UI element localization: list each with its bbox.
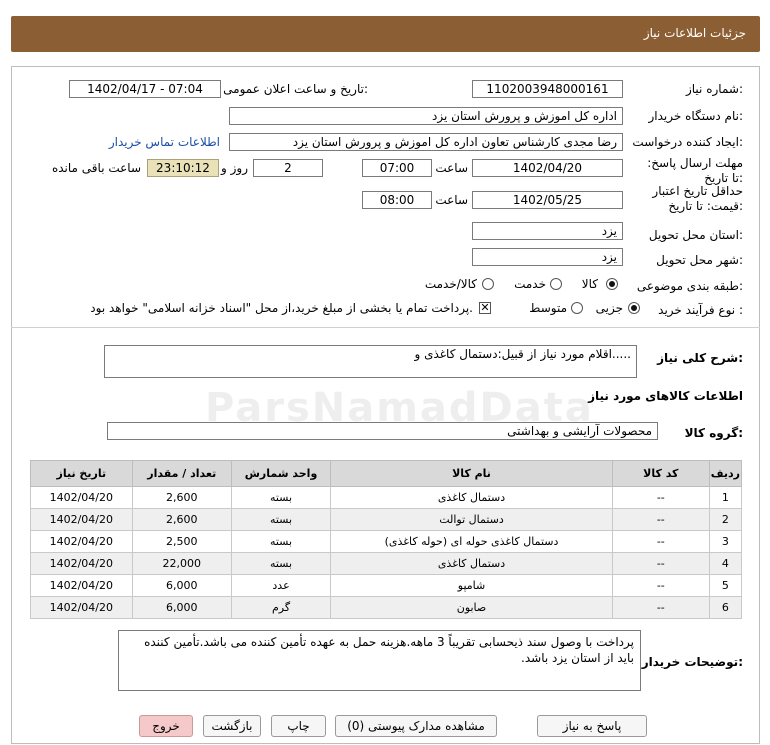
need-number-value: 1102003948000161 [472,80,623,98]
cell-row: 2 [709,509,741,531]
buyer-org-label: نام دستگاه خریدار: [648,109,743,123]
category-option-goods: کالا [581,277,598,291]
cell-qty: 6,000 [132,575,231,597]
goods-group-label: گروه کالا: [684,426,743,440]
province-label: استان محل تحویل: [648,228,743,242]
days-count-value: 2 [253,159,323,177]
purchase-option-minor: جزیی [595,301,623,315]
col-unit-header: واحد شمارش [231,461,330,487]
cell-code: -- [612,487,709,509]
cell-name: دستمال توالت [331,509,613,531]
category-radio-goods-service[interactable] [482,278,494,290]
remaining-time-value: 23:10:12 [147,159,219,177]
requester-value: رضا مجدی کارشناس تعاون اداره کل اموزش و پرورش استان یزد [229,133,623,151]
cell-date: 1402/04/20 [31,531,133,553]
cell-date: 1402/04/20 [31,575,133,597]
divider [11,327,760,328]
cell-unit: بسته [231,553,330,575]
cell-name: دستمال کاغذی [331,487,613,509]
buyer-org-value: اداره کل اموزش و پرورش استان یزد [229,107,623,125]
cell-date: 1402/04/20 [31,597,133,619]
col-name-header: نام کالا [331,461,613,487]
print-button[interactable]: چاپ [271,715,326,737]
back-button[interactable]: بازگشت [203,715,261,737]
cell-unit: بسته [231,487,330,509]
cell-code: -- [612,597,709,619]
cell-code: -- [612,531,709,553]
cell-name: صابون [331,597,613,619]
days-label: روز و [221,161,248,175]
table-row [31,531,742,553]
table-row [31,509,742,531]
cell-qty: 2,600 [132,509,231,531]
summary-label: شرح کلی نیاز: [657,351,743,365]
validity-label: حداقل تاریخ اعتبار قیمت: تا تاریخ: [652,184,743,213]
cell-date: 1402/04/20 [31,487,133,509]
cell-row: 5 [709,575,741,597]
buyer-notes-value: پرداخت با وصول سند ذیحسابی تقریباً 3 ماهه.هزینه حمل به عهده تأمین کننده می باشد.تأمین کننده باید از استان یزد باشد. [118,630,641,691]
page-header [11,16,760,52]
category-radio-service[interactable] [550,278,562,290]
announce-label: تاریخ و ساعت اعلان عمومی: [223,82,368,96]
cell-row: 1 [709,487,741,509]
remaining-label: ساعت باقی مانده [51,161,141,175]
table-row [31,553,742,575]
cell-code: -- [612,575,709,597]
cell-name: دستمال کاغذی [331,553,613,575]
table-row [31,487,742,509]
cell-row: 6 [709,597,741,619]
goods-table [30,460,742,619]
category-option-service: خدمت [514,277,546,291]
province-value: یزد [472,222,623,240]
summary-value: اقلام مورد نیاز از قبیل:دستمال کاغذی و..... [104,345,637,378]
city-value: یزد [472,248,623,266]
purchase-radio-medium[interactable] [571,302,583,314]
city-label: شهر محل تحویل: [656,253,743,267]
cell-qty: 6,000 [132,597,231,619]
cell-date: 1402/04/20 [31,553,133,575]
reply-time-label: ساعت [435,161,468,175]
buyer-notes-label: توضیحات خریدار: [641,655,743,669]
validity-time-label: ساعت [435,193,468,207]
requester-label: ایجاد کننده درخواست: [632,135,743,149]
cell-date: 1402/04/20 [31,509,133,531]
cell-unit: بسته [231,531,330,553]
purchase-radio-minor[interactable] [628,302,640,314]
table-row [31,575,742,597]
reply-time-value: 07:00 [362,159,432,177]
buyer-contact-link[interactable]: اطلاعات تماس خریدار [108,135,220,149]
purchase-type-label: نوع فرآیند خرید : [658,303,743,317]
announce-value: 1402/04/17 - 07:04 [69,80,221,98]
cell-unit: عدد [231,575,330,597]
need-number-label: شماره نیاز: [685,82,743,96]
cell-row: 3 [709,531,741,553]
col-qty-header: تعداد / مقدار [132,461,231,487]
category-option-goods-service: کالا/خدمت [424,277,477,291]
cell-code: -- [612,509,709,531]
validity-time-value: 08:00 [362,191,432,209]
cell-qty: 22,000 [132,553,231,575]
cell-row: 4 [709,553,741,575]
cell-name: شامپو [331,575,613,597]
category-label: طبقه بندی موضوعی: [636,279,743,293]
cell-unit: گرم [231,597,330,619]
category-radio-goods[interactable] [606,278,618,290]
table-row [31,597,742,619]
cell-code: -- [612,553,709,575]
col-row-header: ردیف [709,461,741,487]
reply-button[interactable]: پاسخ به نیاز [537,715,647,737]
page-title: جزئیات اطلاعات نیاز [643,26,746,40]
goods-group-value: محصولات آرایشی و بهداشتی [107,422,658,440]
cell-qty: 2,600 [132,487,231,509]
exit-button[interactable]: خروج [139,715,193,737]
purchase-option-medium: متوسط [529,301,567,315]
payment-note: پرداخت تمام یا بخشی از مبلغ خرید،از محل "اسناد خزانه اسلامی" خواهد بود. [90,301,473,315]
col-date-header: تاریخ نیاز [31,461,133,487]
table-header-row [31,461,742,487]
attachments-button[interactable]: مشاهده مدارک پیوستی (0) [335,715,497,737]
validity-date-value: 1402/05/25 [472,191,623,209]
cell-name: دستمال کاغذی حوله ای (حوله کاغذی) [331,531,613,553]
reply-deadline-label: مهلت ارسال پاسخ: تا تاریخ: [647,156,743,185]
cell-qty: 2,500 [132,531,231,553]
col-code-header: کد کالا [612,461,709,487]
cell-unit: بسته [231,509,330,531]
goods-section-title: اطلاعات کالاهای مورد نیاز [588,389,743,403]
treasury-checkbox[interactable]: ✕ [480,301,490,314]
reply-date-value: 1402/04/20 [472,159,623,177]
